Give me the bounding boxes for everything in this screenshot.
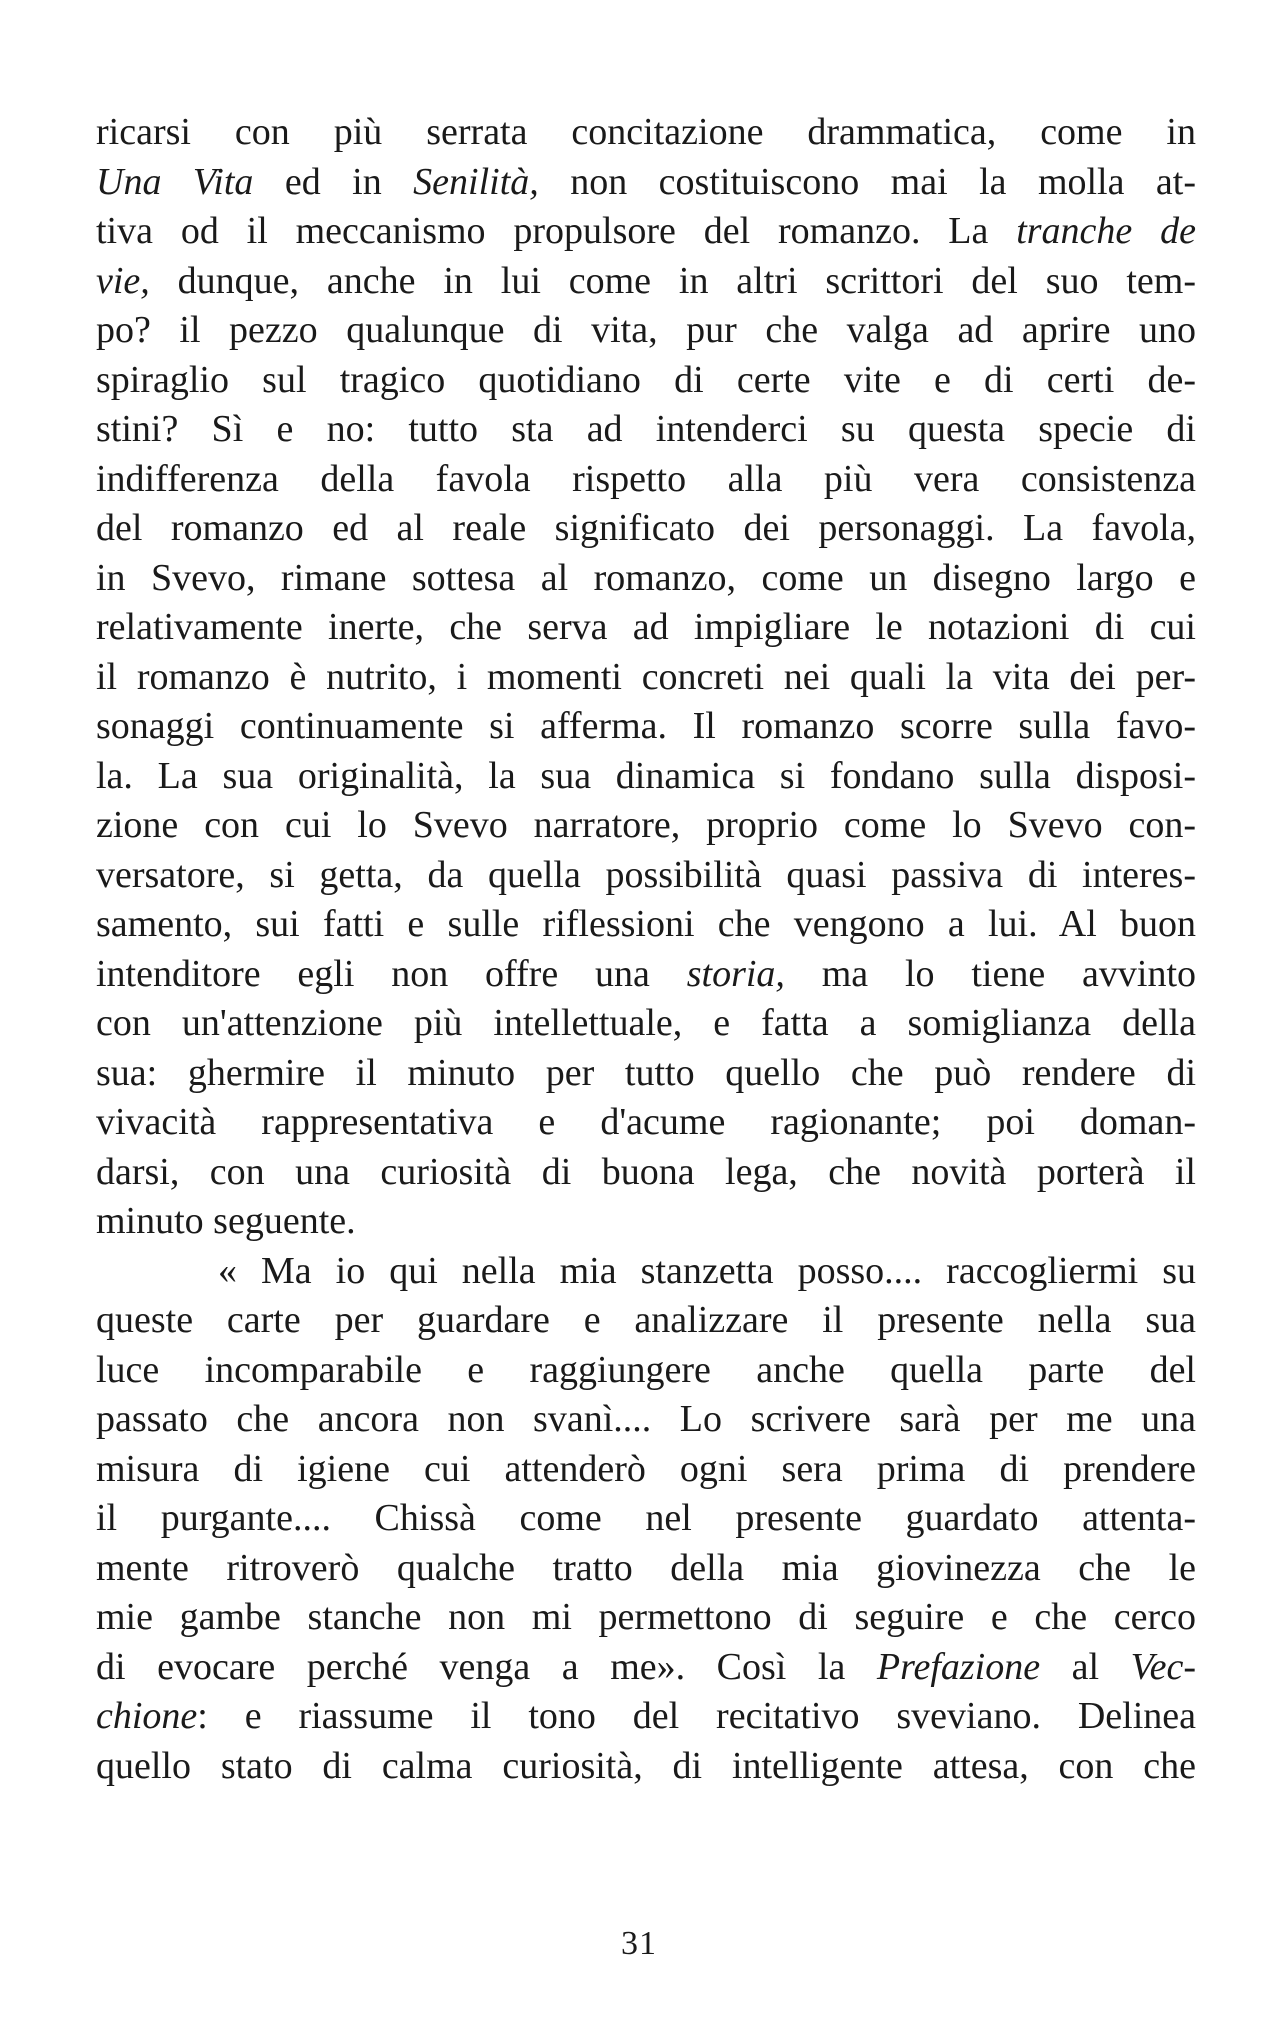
text-segment: mente ritroverò qualche tratto della mia giovinezza che le [96, 1546, 1196, 1589]
text-line [96, 356, 1196, 406]
text-line [96, 851, 1196, 901]
text-segment: « Ma io qui nella mia stanzetta posso.... raccogliermi su [218, 1249, 1196, 1292]
text-line [96, 900, 1196, 950]
text-segment: sonaggi continuamente si afferma. Il romanzo scorre sulla favo- [96, 705, 1196, 747]
text-segment: stini? Sì e no: tutto sta ad intenderci su questa specie di [96, 408, 1196, 450]
text-segment: ma lo tiene avvinto [784, 952, 1197, 995]
text-line [96, 554, 1196, 604]
text-segment: vivacità rappresentativa e d'acume ragionante; poi doman- [96, 1101, 1196, 1143]
text-segment: il purgante.... Chissà come nel presente guardato attenta- [96, 1497, 1196, 1539]
text-segment: dunque, anche in lui come in altri scrittori del suo tem- [149, 259, 1196, 302]
text-segment: al [1040, 1645, 1131, 1688]
italic-text: chione [96, 1695, 198, 1737]
text-line [96, 1098, 1196, 1148]
body-text [96, 108, 1196, 1791]
text-line [96, 257, 1196, 307]
text-segment: il romanzo è nutrito, i momenti concreti nei quali la vita dei per- [96, 655, 1196, 698]
text-segment: queste carte per guardare e analizzare il presente nella sua [96, 1299, 1196, 1341]
italic-text: vie, [96, 259, 150, 302]
text-segment: non costituiscono mai la molla at- [538, 160, 1197, 203]
text-segment: del romanzo ed al reale significato dei personaggi. La favola, [96, 507, 1196, 549]
italic-text: Prefazione [876, 1645, 1041, 1688]
text-segment: passato che ancora non svanì.... Lo scrivere sarà per me una [96, 1398, 1196, 1440]
text-line [96, 801, 1196, 851]
text-segment: tiva od il meccanismo propulsore del romanzo. La [96, 210, 1017, 252]
text-segment: con un'attenzione più intellettuale, e fatta a somiglianza della [96, 1002, 1196, 1044]
text-line [96, 405, 1196, 455]
text-segment: relativamente inerte, che serva ad impigliare le notazioni di cui [96, 606, 1196, 648]
text-line [96, 999, 1196, 1049]
text-segment: versatore, si getta, da quella possibilità quasi passiva di interes- [96, 853, 1196, 896]
text-line [96, 603, 1196, 653]
text-segment: darsi, con una curiosità di buona lega, che novità porterà il [96, 1150, 1196, 1193]
text-segment: luce incomparabile e raggiungere anche quella parte del [96, 1348, 1196, 1391]
text-segment: zione con cui lo Svevo narratore, proprio come lo Svevo con- [96, 804, 1196, 846]
text-segment: la. La sua originalità, la sua dinamica si fondano sulla disposi- [96, 754, 1196, 797]
text-segment: : e riassume il tono del recitativo sveviano. Delinea [197, 1695, 1196, 1737]
text-line [96, 1346, 1196, 1396]
text-line [96, 752, 1196, 802]
text-segment: intenditore egli non offre una [96, 952, 687, 995]
text-line [96, 1445, 1196, 1495]
text-line [96, 1148, 1196, 1198]
text-segment: di evocare perché venga a me». Così la [96, 1645, 877, 1688]
text-line [96, 1544, 1196, 1594]
text-segment: sua: ghermire il minuto per tutto quello che può rendere di [96, 1051, 1196, 1094]
text-segment: quello stato di calma curiosità, di intelligente attesa, con che [96, 1744, 1196, 1787]
text-line [96, 306, 1196, 356]
text-line [96, 950, 1196, 1000]
text-line [96, 1049, 1196, 1099]
text-line [96, 702, 1196, 752]
text-line [96, 1296, 1196, 1346]
italic-text: storia, [686, 952, 785, 995]
text-line [96, 1494, 1196, 1544]
text-line [96, 1692, 1196, 1742]
text-line [96, 455, 1196, 505]
text-segment: misura di igiene cui attenderò ogni sera prima di prendere [96, 1447, 1196, 1490]
text-segment: ed in [253, 160, 414, 203]
text-segment: po? il pezzo qualunque di vita, pur che valga ad aprire uno [96, 309, 1196, 351]
text-line [96, 504, 1196, 554]
italic-text: Una Vita [96, 160, 254, 203]
text-line [96, 1593, 1196, 1643]
text-segment: indifferenza della favola rispetto alla più vera consistenza [96, 457, 1196, 500]
page-number: 31 [621, 1925, 657, 1962]
text-line [96, 653, 1196, 703]
text-line [96, 207, 1196, 257]
text-line [96, 1395, 1196, 1445]
text-line [96, 1643, 1196, 1693]
text-segment: mie gambe stanche non mi permettono di seguire e che cerco [96, 1596, 1196, 1638]
text-segment: spiraglio sul tragico quotidiano di certe vite e di certi de- [96, 358, 1196, 401]
text-segment: in Svevo, rimane sottesa al romanzo, come un disegno largo e [96, 556, 1196, 599]
text-segment: samento, sui fatti e sulle riflessioni che vengono a lui. Al buon [96, 903, 1196, 945]
text-line [96, 1742, 1196, 1792]
text-line [96, 1247, 1196, 1297]
text-line [96, 158, 1196, 208]
text-segment: ricarsi con più serrata concitazione drammatica, come in [96, 111, 1196, 153]
text-segment: minuto seguente. [96, 1200, 356, 1242]
text-line [96, 1197, 1196, 1247]
italic-text: Vec- [1130, 1645, 1196, 1688]
italic-text: Senilità, [413, 160, 539, 203]
italic-text: tranche de [1016, 210, 1196, 252]
text-line [96, 108, 1196, 158]
